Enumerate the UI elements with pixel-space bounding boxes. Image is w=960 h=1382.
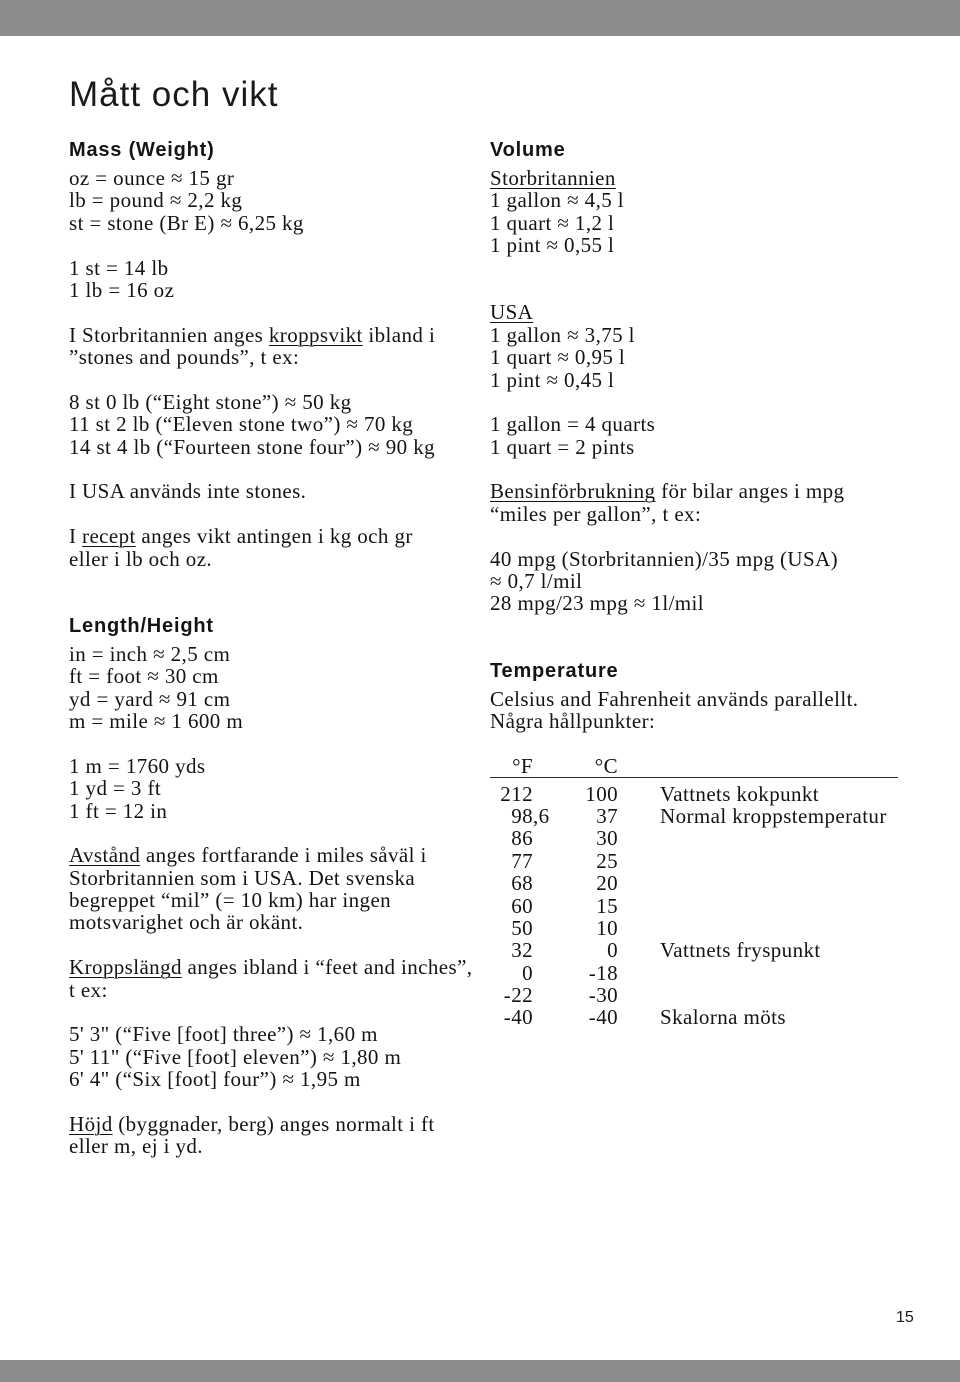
- fahrenheit-value: 86: [511, 826, 533, 851]
- fuel-note-line: “miles per gallon”, t ex:: [490, 501, 702, 526]
- building-height-note-line: [69, 1113, 484, 1135]
- distance-note-line: [69, 844, 484, 866]
- celsius-value: -30: [588, 983, 618, 1008]
- temperature-intro: Celsius and Fahrenheit används parallellt.: [490, 686, 859, 711]
- temperature-row: [490, 917, 930, 939]
- temperature-note: Vattnets kokpunkt: [660, 781, 820, 806]
- temperature-note: Normal kroppstemperatur: [660, 803, 887, 828]
- length-abbreviation: yd = yard ≈ 91 cm: [69, 686, 231, 711]
- volume-equivalent: 1 quart = 2 pints: [490, 434, 635, 459]
- uk-volume-item: 1 gallon ≈ 4,5 l: [490, 188, 624, 213]
- note-text: anges fortfarande i miles såväl i: [140, 843, 427, 868]
- temperature-note: Vattnets fryspunkt: [660, 938, 821, 963]
- note-text: I: [69, 524, 83, 549]
- temperature-row: [490, 805, 930, 827]
- fuel-example: 28 mpg/23 mpg ≈ 1l/mil: [490, 591, 705, 616]
- underlined-term: Kroppslängd: [69, 955, 182, 980]
- us-label: USA: [490, 300, 534, 325]
- celsius-column-header: °C: [594, 753, 618, 778]
- length-abbreviation: ft = foot ≈ 30 cm: [69, 664, 219, 689]
- mass-heading: Mass (Weight): [69, 139, 215, 161]
- temperature-row: [490, 827, 930, 849]
- mass-abbreviation: oz = ounce ≈ 15 gr: [69, 165, 235, 190]
- body-weight-note-line: [69, 324, 484, 346]
- mass-equivalent: 1 st = 14 lb: [69, 255, 169, 280]
- body-height-note-line: t ex:: [69, 977, 108, 1002]
- length-equivalent: 1 ft = 12 in: [69, 798, 168, 823]
- temperature-row: [490, 783, 930, 805]
- fahrenheit-value: 212: [500, 781, 533, 806]
- underlined-term: kroppsvikt: [268, 322, 363, 347]
- left-column: [69, 139, 484, 1158]
- us-volume-item: 1 pint ≈ 0,45 l: [490, 367, 615, 392]
- mass-abbreviation: lb = pound ≈ 2,2 kg: [69, 188, 243, 213]
- fahrenheit-value: 68: [511, 871, 533, 896]
- recipe-note-line: eller i lb och oz.: [69, 546, 213, 571]
- fuel-note-line: [490, 480, 930, 502]
- temperature-row: [490, 895, 930, 917]
- building-height-note-line: eller m, ej i yd.: [69, 1134, 203, 1159]
- length-abbreviation: m = mile ≈ 1 600 m: [69, 708, 244, 733]
- note-text: ibland i: [362, 322, 436, 347]
- note-text: I Storbritannien anges: [69, 322, 269, 347]
- recipe-note-line: [69, 525, 484, 547]
- underlined-term: Avstånd: [69, 843, 141, 868]
- page-number: 15: [896, 1309, 914, 1326]
- temperature-row: [490, 984, 930, 1006]
- fuel-example: ≈ 0,7 l/mil: [490, 569, 583, 594]
- body-weight-note-line: ”stones and pounds”, t ex:: [69, 345, 300, 370]
- body-height-note-line: [69, 956, 484, 978]
- temperature-row: [490, 850, 930, 872]
- fahrenheit-value: 77: [511, 848, 533, 873]
- distance-note-line: motsvarighet och är okänt.: [69, 910, 304, 935]
- stone-example: 11 st 2 lb (“Eleven stone two”) ≈ 70 kg: [69, 412, 414, 437]
- fahrenheit-value: 98 ,6: [511, 803, 550, 828]
- celsius-value: 15: [596, 893, 618, 918]
- temperature-heading: Temperature: [490, 659, 619, 682]
- page-title: Mått och vikt: [69, 75, 279, 114]
- celsius-value: 10: [596, 915, 618, 940]
- right-column: [490, 139, 930, 1029]
- note-text: (byggnader, berg) anges normalt i ft: [112, 1112, 435, 1136]
- note-text: anges ibland i “feet and inches”,: [181, 955, 473, 980]
- volume-heading: Volume: [490, 139, 566, 161]
- distance-note-line: begreppet “mil” (= 10 km) har ingen: [69, 888, 392, 913]
- length-equivalent: 1 yd = 3 ft: [69, 776, 162, 801]
- length-heading: Length/Height: [69, 614, 214, 637]
- celsius-value: 100: [585, 781, 618, 806]
- fahrenheit-value: 0: [522, 960, 533, 985]
- fahrenheit-column-header: °F: [512, 753, 533, 778]
- top-band: [0, 0, 960, 36]
- length-equivalent: 1 m = 1760 yds: [69, 753, 206, 778]
- temperature-row: [490, 872, 930, 894]
- celsius-value: -40: [588, 1005, 618, 1030]
- fahrenheit-value: 60: [511, 893, 533, 918]
- celsius-value: -18: [588, 960, 618, 985]
- temperature-table-header: [490, 755, 898, 778]
- height-example: 6' 4" (“Six [foot] four”) ≈ 1,95 m: [69, 1067, 361, 1092]
- temperature-row: [490, 1006, 930, 1028]
- decimal-part: ,6: [533, 803, 550, 828]
- temperature-note: Skalorna möts: [660, 1005, 786, 1030]
- uk-label: Storbritannien: [490, 165, 616, 190]
- uk-volume-item: 1 pint ≈ 0,55 l: [490, 233, 615, 258]
- mass-abbreviation: st = stone (Br E) ≈ 6,25 kg: [69, 210, 304, 235]
- distance-note-line: Storbritannien som i USA. Det svenska: [69, 865, 416, 890]
- fahrenheit-value: 50: [511, 915, 533, 940]
- note-text: för bilar anges i mpg: [655, 479, 845, 504]
- stone-example: 8 st 0 lb (“Eight stone”) ≈ 50 kg: [69, 389, 352, 414]
- height-example: 5' 3" (“Five [foot] three”) ≈ 1,60 m: [69, 1022, 378, 1047]
- underlined-term: recept: [82, 524, 136, 549]
- temperature-row: [490, 962, 930, 984]
- fuel-example: 40 mpg (Storbritannien)/35 mpg (USA): [490, 546, 839, 571]
- underlined-term: Höjd: [69, 1112, 113, 1136]
- celsius-value: 25: [596, 848, 618, 873]
- height-example: 5' 11" (“Five [foot] eleven”) ≈ 1,80 m: [69, 1044, 402, 1069]
- fahrenheit-value: -40: [503, 1005, 533, 1030]
- temperature-intro: Några hållpunkter:: [490, 708, 656, 733]
- bottom-band: [0, 1360, 960, 1382]
- usa-note: I USA används inte stones.: [69, 479, 307, 504]
- underlined-term: Bensinförbrukning: [490, 479, 656, 504]
- us-label-line: [490, 301, 930, 323]
- celsius-value: 37: [596, 803, 618, 828]
- fahrenheit-value: 32: [511, 938, 533, 963]
- us-volume-item: 1 gallon ≈ 3,75 l: [490, 322, 635, 347]
- celsius-value: 30: [596, 826, 618, 851]
- mass-equivalent: 1 lb = 16 oz: [69, 277, 175, 302]
- note-text: anges vikt antingen i kg och gr: [135, 524, 413, 549]
- length-abbreviation: in = inch ≈ 2,5 cm: [69, 641, 231, 666]
- uk-volume-item: 1 quart ≈ 1,2 l: [490, 210, 615, 235]
- stone-example: 14 st 4 lb (“Fourteen stone four”) ≈ 90 kg: [69, 434, 436, 459]
- us-volume-item: 1 quart ≈ 0,95 l: [490, 345, 626, 370]
- fahrenheit-value: -22: [503, 983, 533, 1008]
- volume-equivalent: 1 gallon = 4 quarts: [490, 412, 656, 437]
- uk-label-line: [490, 167, 930, 189]
- celsius-value: 0: [607, 938, 618, 963]
- temperature-row: [490, 939, 930, 961]
- celsius-value: 20: [596, 871, 618, 896]
